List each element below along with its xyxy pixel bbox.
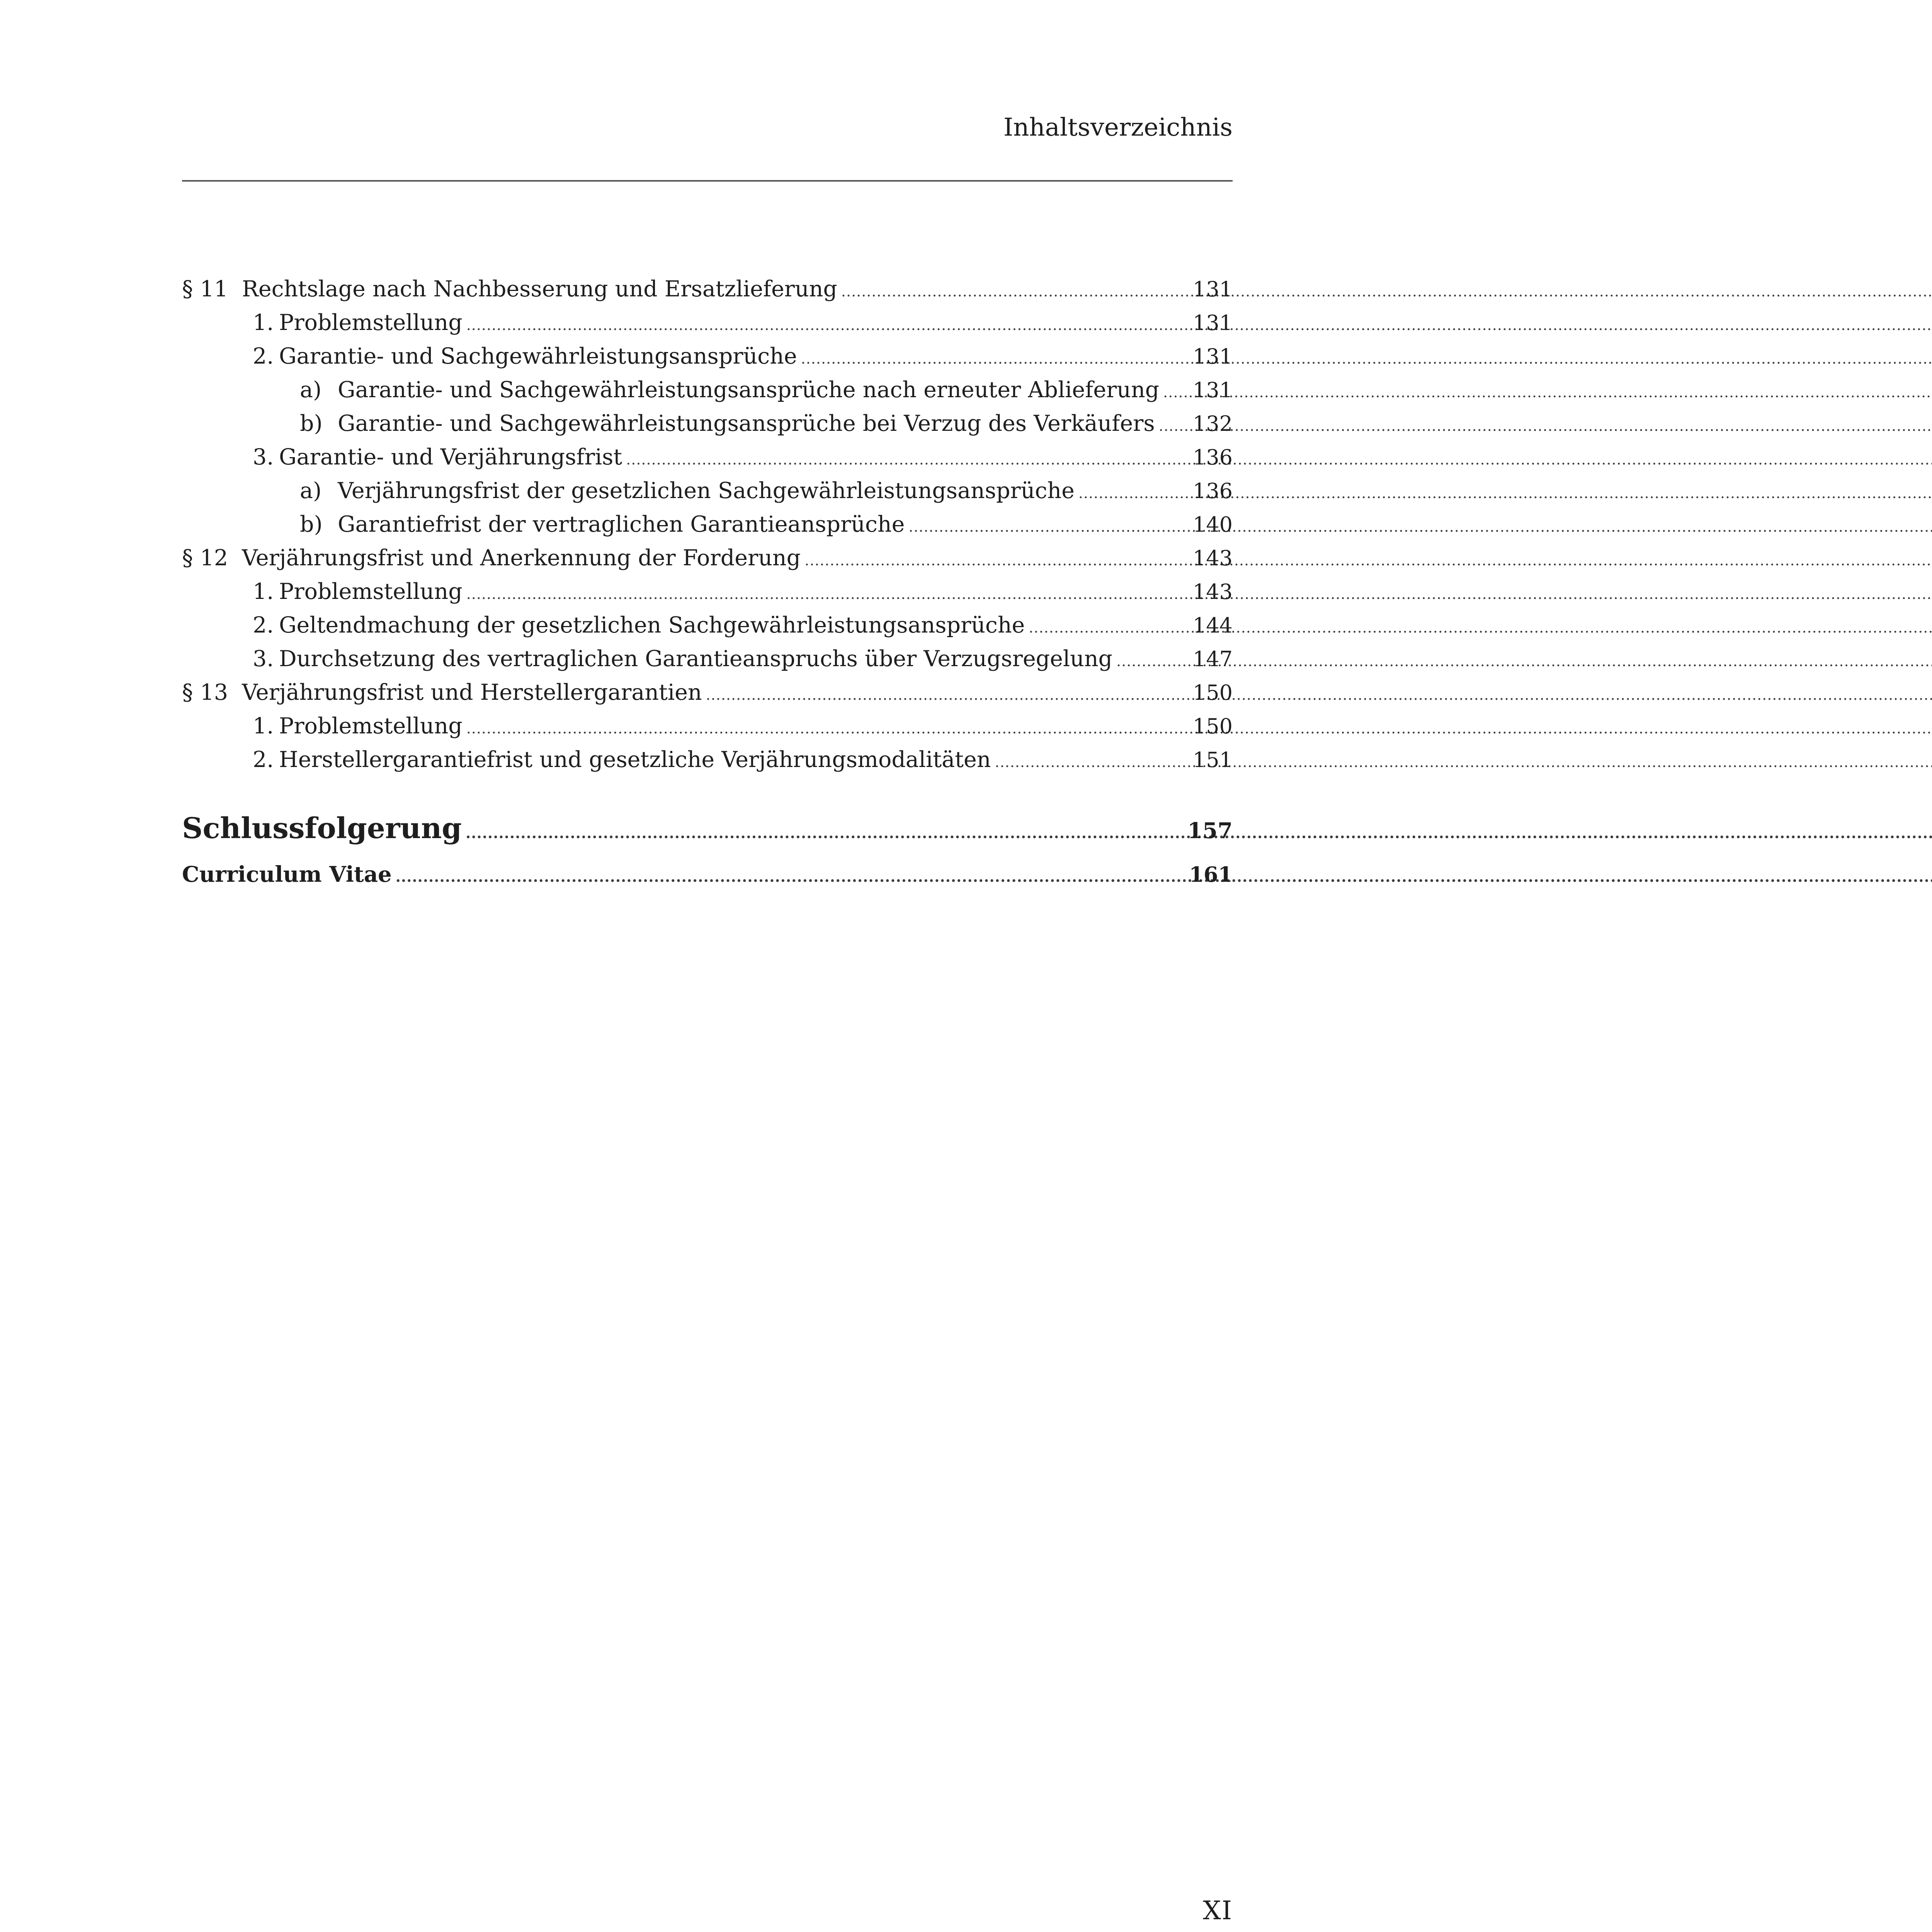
toc-entry-page: 140 — [1192, 512, 1233, 537]
toc-entry-number: a) — [300, 377, 322, 403]
toc-entry-13-1[interactable] — [182, 709, 1233, 743]
toc-entry-section-13[interactable] — [182, 676, 1233, 709]
dot-leader — [801, 342, 1188, 376]
toc-entry-page: 147 — [1192, 647, 1233, 671]
toc-entry-title: Garantiefrist der vertraglichen Garantieansprüche — [338, 512, 905, 537]
toc-entry-title: Garantie- und Sachgewährleistungsansprüche bei Verzug des Verkäufers — [338, 411, 1155, 436]
dot-leader — [804, 544, 1188, 577]
toc-entry-page: 132 — [1192, 412, 1233, 436]
toc-entry-page: 150 — [1192, 714, 1233, 738]
toc-entry-page: 136 — [1192, 479, 1233, 503]
toc-entry-title: Verjährungsfrist der gesetzlichen Sachgewährleistungsansprüche — [338, 478, 1075, 503]
toc-entry-title: Problemstellung — [279, 310, 463, 335]
dot-leader — [396, 855, 1185, 898]
toc-entry-page: 131 — [1192, 378, 1233, 402]
toc-entry-page: 143 — [1192, 580, 1233, 604]
toc-entry-number: a) — [300, 478, 322, 503]
dot-leader — [841, 275, 1188, 308]
toc-entry-12-2[interactable] — [182, 609, 1233, 642]
toc-entry-number: 2. — [253, 747, 274, 772]
header-rule — [182, 180, 1233, 182]
toc-entry-title: Problemstellung — [279, 713, 463, 739]
toc-entry-title: Geltendmachung der gesetzlichen Sachgewährleistungsansprüche — [279, 612, 1025, 638]
toc-entry-number: 2. — [253, 612, 274, 638]
toc-entry-11-3-a[interactable] — [182, 474, 1233, 508]
dot-leader — [1078, 476, 1188, 510]
dot-leader — [706, 678, 1188, 712]
toc-entry-number: 1. — [253, 310, 274, 335]
toc-entry-12-1[interactable] — [182, 575, 1233, 609]
toc-entry-title: Rechtslage nach Nachbesserung und Ersatzlieferung — [242, 276, 837, 302]
toc-entry-number: § 12 — [182, 545, 228, 571]
toc-entry-section-12[interactable] — [182, 541, 1233, 575]
toc-entry-title: Garantie- und Sachgewährleistungsansprüche — [279, 344, 797, 369]
dot-leader — [1163, 376, 1188, 409]
toc-entry-page: 131 — [1192, 311, 1233, 335]
toc-entry-page: 150 — [1192, 680, 1233, 705]
toc-entry-section-11[interactable] — [182, 272, 1233, 306]
toc-entry-number: 3. — [253, 444, 274, 470]
toc-entry-title: Garantie- und Sachgewährleistungsansprüche nach erneuter Ablieferung — [338, 377, 1160, 403]
dot-leader — [1029, 611, 1188, 645]
toc-entry-11-1[interactable] — [182, 306, 1233, 340]
toc-entry-title: Herstellergarantiefrist und gesetzliche Verjährungsmodalitäten — [279, 747, 991, 772]
toc-entry-title: Verjährungsfrist und Anerkennung der Forderung — [242, 545, 801, 571]
dot-leader — [1159, 409, 1188, 443]
toc-entry-number: § 13 — [182, 680, 228, 705]
toc-entry-number: 3. — [253, 646, 274, 672]
dot-leader — [466, 577, 1188, 611]
toc-entry-11-2-a[interactable] — [182, 373, 1233, 407]
toc-entry-11-3[interactable] — [182, 440, 1233, 474]
toc-chapter-page: 161 — [1189, 862, 1233, 887]
toc-entry-page: 151 — [1192, 748, 1233, 772]
toc-entry-page: 143 — [1192, 546, 1233, 570]
toc-entry-number: 1. — [253, 713, 274, 739]
toc-entry-page: 131 — [1192, 277, 1233, 301]
dot-leader — [995, 745, 1188, 779]
toc-entry-title: Durchsetzung des vertraglichen Garantieanspruchs über Verzugsregelung — [279, 646, 1113, 672]
toc-entry-number: b) — [300, 411, 323, 436]
toc-chapter-title: Schlussfolgerung — [182, 812, 462, 845]
toc-entry-number: b) — [300, 512, 323, 537]
toc-entry-11-2[interactable] — [182, 340, 1233, 373]
toc-entry-page: 144 — [1192, 613, 1233, 638]
toc-entry-title: Problemstellung — [279, 579, 463, 604]
toc-chapter-conclusion[interactable] — [182, 804, 1233, 853]
toc-entry-page: 136 — [1192, 445, 1233, 469]
toc-entry-number: 2. — [253, 344, 274, 369]
toc-entry-page: 131 — [1192, 344, 1233, 369]
toc-chapter-page: 157 — [1187, 818, 1233, 844]
table-of-contents — [182, 272, 1233, 896]
toc-entry-number: 1. — [253, 579, 274, 604]
page-number: XI — [1202, 1896, 1233, 1925]
toc-entry-11-2-b[interactable] — [182, 407, 1233, 440]
toc-entry-13-2[interactable] — [182, 743, 1233, 777]
toc-entry-12-3[interactable] — [182, 642, 1233, 676]
toc-entry-11-3-b[interactable] — [182, 508, 1233, 541]
toc-entry-number: § 11 — [182, 276, 228, 302]
toc-entry-title: Garantie- und Verjährungsfrist — [279, 444, 622, 470]
dot-leader — [466, 308, 1188, 342]
toc-chapter-title: Curriculum Vitae — [182, 862, 392, 887]
running-head: Inhaltsverzeichnis — [1003, 113, 1233, 142]
toc-chapter-cv[interactable] — [182, 853, 1233, 896]
dot-leader — [908, 510, 1188, 544]
dot-leader — [466, 808, 1183, 858]
dot-leader — [466, 712, 1188, 745]
dot-leader — [626, 443, 1188, 476]
dot-leader — [1116, 645, 1188, 678]
toc-entry-title: Verjährungsfrist und Herstellergarantien — [242, 680, 702, 705]
